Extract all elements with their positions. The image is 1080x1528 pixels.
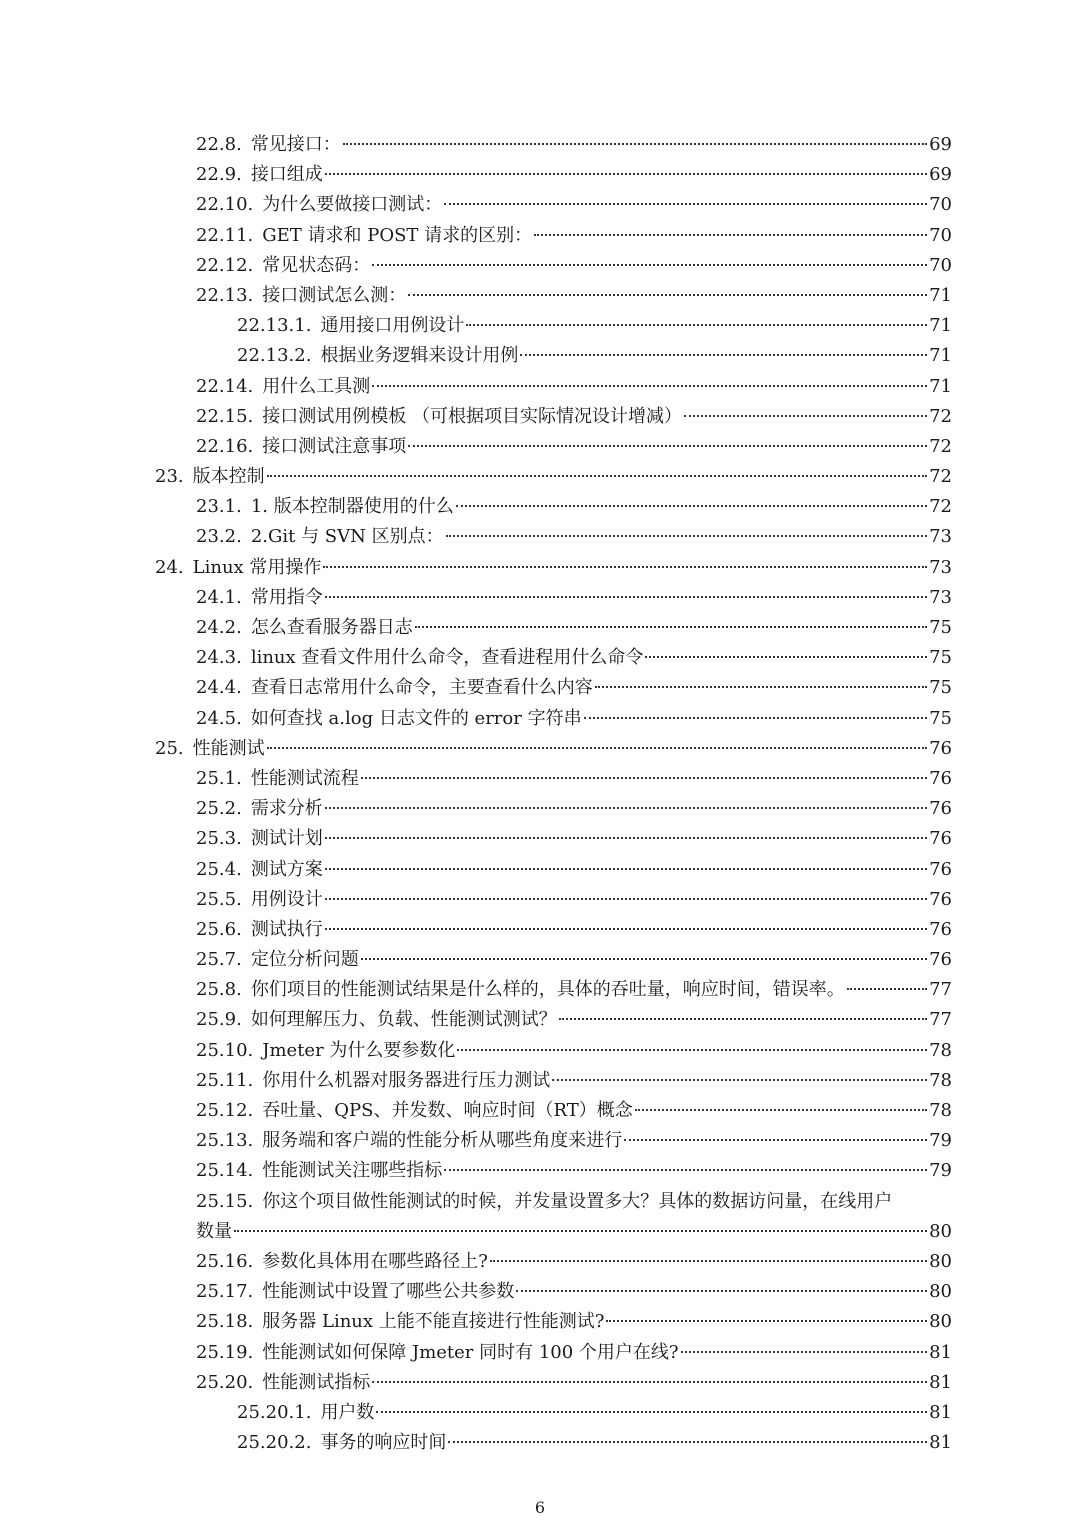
toc-entry-title: 用例设计 <box>250 888 323 910</box>
toc-entry-title: 常见接口： <box>250 134 341 155</box>
toc-entry-number: 22.13.2. <box>237 345 312 367</box>
toc-entry[interactable] <box>0 130 1080 160</box>
toc-entry[interactable] <box>0 1307 1080 1337</box>
toc-entry-title: 参数化具体用在哪些路径上? <box>262 1250 488 1272</box>
toc-entry-title: 服务器 Linux 上能不能直接进行性能测试? <box>262 1311 605 1333</box>
toc-entry-page: 76 <box>929 767 952 789</box>
toc-entry[interactable] <box>0 794 1080 824</box>
toc-entry-page: 71 <box>929 345 952 367</box>
toc-entry-page: 69 <box>929 164 952 186</box>
toc-entry-page: 72 <box>929 466 952 488</box>
toc-entry-page: 81 <box>929 1401 952 1423</box>
toc-entry-number: 25.12. <box>196 1100 254 1121</box>
toc-entry[interactable] <box>0 462 1080 492</box>
toc-entry-page: 76 <box>929 858 952 880</box>
toc-entry-page: 73 <box>929 556 952 578</box>
toc-entry-title: 性能测试如何保障 Jmeter 同时有 100 个用户在线? <box>262 1341 679 1363</box>
toc-entry[interactable] <box>0 734 1080 764</box>
toc-entry-page: 81 <box>929 1371 952 1393</box>
toc-entry[interactable] <box>0 372 1080 402</box>
toc-entry-number: 25.19. <box>196 1341 254 1363</box>
toc-entry-number: 22.11. <box>196 224 254 246</box>
toc-entry[interactable] <box>0 643 1080 673</box>
toc-entry-page: 79 <box>929 1130 952 1152</box>
toc-dot-leader <box>635 1109 927 1111</box>
toc-entry-number: 25. <box>155 737 184 759</box>
toc-entry-page: 80 <box>929 1250 952 1272</box>
toc-entry-number: 25.3. <box>196 828 242 850</box>
toc-entry-number: 22.13. <box>196 284 254 306</box>
toc-entry-title: 性能测试关注哪些指标 <box>262 1160 443 1182</box>
toc-entry-title: 性能测试中设置了哪些公共参数 <box>262 1281 515 1303</box>
toc-entry-title-continued: 数量 <box>196 1220 232 1242</box>
toc-entry[interactable] <box>0 945 1080 975</box>
toc-entry-title: 查看日志常用什么命令，主要查看什么内容 <box>250 677 593 699</box>
toc-dot-leader <box>456 505 927 507</box>
toc-dot-leader <box>372 264 927 266</box>
toc-entry[interactable] <box>0 492 1080 522</box>
toc-dot-leader <box>645 656 927 658</box>
toc-entry-page: 80 <box>929 1281 952 1303</box>
toc-entry-number: 25.2. <box>196 798 242 820</box>
toc-entry[interactable] <box>0 221 1080 251</box>
toc-dot-leader <box>325 807 927 809</box>
toc-entry-title: 版本控制 <box>192 466 265 488</box>
toc-entry-number: 25.13. <box>196 1130 254 1152</box>
toc-dot-leader <box>624 1139 927 1141</box>
toc-entry-title: 测试计划 <box>250 828 323 850</box>
toc-entry-title: 接口测试注意事项 <box>262 435 407 457</box>
toc-entry-page: 76 <box>929 737 952 759</box>
toc-entry[interactable] <box>0 553 1080 583</box>
toc-entry-page: 76 <box>929 798 952 820</box>
toc-entry-number: 23.2. <box>196 526 242 548</box>
toc-entry-page: 76 <box>929 949 952 971</box>
toc-entry-number: 22.16. <box>196 435 254 457</box>
toc-entry[interactable] <box>0 1338 1080 1368</box>
toc-dot-leader <box>267 747 927 749</box>
toc-entry-title: Jmeter 为什么要参数化 <box>262 1039 456 1061</box>
toc-entry-page: 71 <box>929 284 952 306</box>
toc-entry-title: 测试方案 <box>250 858 323 880</box>
toc-entry-number: 25.11. <box>196 1069 254 1091</box>
toc-entry-page: 77 <box>929 1009 952 1031</box>
toc-entry-page: 81 <box>929 1341 952 1363</box>
toc-entry[interactable] <box>0 160 1080 190</box>
toc-entry[interactable] <box>0 583 1080 613</box>
toc-entry-page: 72 <box>929 496 952 518</box>
toc-entry-title: 吞吐量、QPS、并发数、响应时间（RT）概念 <box>262 1100 633 1121</box>
toc-entry-number: 24.1. <box>196 586 242 608</box>
toc-entry[interactable] <box>0 1066 1080 1096</box>
toc-entry-page: 73 <box>929 526 952 548</box>
toc-entry-number: 25.17. <box>196 1281 254 1303</box>
toc-entry-title: 性能测试指标 <box>262 1371 371 1393</box>
toc-entry[interactable] <box>0 432 1080 462</box>
toc-dot-leader <box>372 385 927 387</box>
toc-dot-leader <box>847 988 927 990</box>
toc-entry-page: 76 <box>929 888 952 910</box>
toc-entry-title: linux 查看文件用什么命令，查看进程用什么命令 <box>250 647 644 669</box>
toc-entry-page: 76 <box>929 828 952 850</box>
toc-entry[interactable] <box>0 1398 1080 1428</box>
toc-entry-page: 77 <box>929 979 952 1001</box>
toc-entry-title: 你用什么机器对服务器进行压力测试 <box>262 1069 551 1091</box>
toc-entry-title: 如何理解压力、负载、性能测试测试？ <box>250 1009 557 1031</box>
toc-entry[interactable] <box>0 1247 1080 1277</box>
toc-entry-title: 定位分析问题 <box>250 949 359 971</box>
toc-entry-title: 根据业务逻辑来设计用例 <box>320 345 519 367</box>
toc-entry[interactable] <box>0 1187 1080 1217</box>
toc-entry-page: 75 <box>929 677 952 699</box>
toc-entry-title: 怎么查看服务器日志 <box>250 617 413 638</box>
toc-entry[interactable] <box>0 673 1080 703</box>
toc-dot-leader <box>444 1169 927 1171</box>
toc-entry[interactable] <box>0 1005 1080 1035</box>
toc-entry-page: 76 <box>929 918 952 940</box>
toc-entry-number: 24. <box>155 556 184 578</box>
toc-entry-number: 22.13.1. <box>237 315 312 337</box>
toc-entry-number: 25.20. <box>196 1371 254 1393</box>
toc-entry-number: 25.9. <box>196 1009 242 1031</box>
toc-entry[interactable] <box>0 613 1080 643</box>
toc-dot-leader <box>457 1049 927 1051</box>
toc-entry-number: 25.20.1. <box>237 1401 312 1423</box>
toc-entry[interactable] <box>0 402 1080 432</box>
toc-dot-leader <box>234 1230 927 1232</box>
toc-dot-leader <box>595 686 927 688</box>
toc-entry-number: 23.1. <box>196 496 242 518</box>
toc-dot-leader <box>325 173 927 175</box>
toc-entry-title: 你这个项目做性能测试的时候，并发量设置多大？具体的数据访问量，在线用户 <box>262 1190 893 1212</box>
toc-dot-leader <box>325 596 927 598</box>
toc-entry-page: 70 <box>929 194 952 216</box>
toc-dot-leader <box>323 566 927 568</box>
toc-entry-title: 1. 版本控制器使用的什么 <box>250 496 454 518</box>
toc-entry-number: 25.5. <box>196 888 242 910</box>
toc-entry-number: 25.15. <box>196 1190 254 1212</box>
toc-dot-leader <box>267 475 927 477</box>
toc-entry-number: 25.8. <box>196 979 242 1001</box>
toc-entry-title: 接口测试怎么测： <box>262 284 407 306</box>
toc-entry[interactable] <box>0 824 1080 854</box>
toc-entry-title: 接口测试用例模板 （可根据项目实际情况设计增减） <box>262 405 682 427</box>
toc-entry[interactable] <box>0 1036 1080 1066</box>
toc-entry-number: 25.1. <box>196 767 242 789</box>
toc-dot-leader <box>584 717 928 719</box>
toc-entry[interactable] <box>0 1428 1080 1458</box>
toc-dot-leader <box>372 1381 927 1383</box>
toc-entry[interactable] <box>0 1217 1080 1247</box>
toc-entry-page: 72 <box>929 435 952 457</box>
toc-entry-title: 用户数 <box>320 1401 375 1423</box>
toc-dot-leader <box>490 1260 927 1262</box>
toc-entry-title: 接口组成 <box>250 164 323 186</box>
toc-entry-number: 24.3. <box>196 647 242 669</box>
toc-entry-number: 25.6. <box>196 918 242 940</box>
toc-entry-title: 如何查找 a.log 日志文件的 error 字符串 <box>250 707 582 729</box>
toc-dot-leader <box>466 324 927 326</box>
toc-dot-leader <box>446 535 927 537</box>
toc-entry-page: 70 <box>929 224 952 246</box>
toc-dot-leader <box>684 415 927 417</box>
table-of-contents <box>0 130 1080 1458</box>
toc-entry-title: 用什么工具测 <box>262 375 371 397</box>
toc-entry-number: 24.5. <box>196 707 242 729</box>
toc-entry-title: 性能测试 <box>192 737 265 759</box>
toc-entry-page: 78 <box>929 1100 952 1121</box>
toc-entry[interactable] <box>0 1096 1080 1126</box>
toc-dot-leader <box>361 777 927 779</box>
toc-dot-leader <box>361 958 927 960</box>
toc-entry-title: 通用接口用例设计 <box>320 315 465 337</box>
toc-dot-leader <box>343 143 927 145</box>
toc-entry[interactable] <box>0 1156 1080 1186</box>
toc-entry-number: 25.16. <box>196 1250 254 1272</box>
toc-dot-leader <box>325 837 927 839</box>
toc-entry-number: 22.14. <box>196 375 254 397</box>
toc-entry[interactable] <box>0 704 1080 734</box>
toc-entry-page: 79 <box>929 1160 952 1182</box>
toc-entry-page: 72 <box>929 405 952 427</box>
toc-entry-page: 78 <box>929 1039 952 1061</box>
toc-dot-leader <box>606 1320 927 1322</box>
toc-dot-leader <box>552 1079 927 1081</box>
toc-entry-number: 24.4. <box>196 677 242 699</box>
toc-entry-title: 常用指令 <box>250 586 323 608</box>
toc-dot-leader <box>534 234 927 236</box>
toc-entry-number: 22.12. <box>196 254 254 276</box>
toc-dot-leader <box>408 445 927 447</box>
toc-dot-leader <box>516 1290 927 1292</box>
toc-entry-page: 75 <box>929 617 952 638</box>
toc-entry[interactable] <box>0 1368 1080 1398</box>
toc-entry-title: 服务端和客户端的性能分析从哪些角度来进行 <box>262 1130 623 1152</box>
toc-entry[interactable] <box>0 190 1080 220</box>
toc-dot-leader <box>520 354 927 356</box>
toc-entry[interactable] <box>0 885 1080 915</box>
toc-entry-number: 25.7. <box>196 949 242 971</box>
toc-entry-page: 78 <box>929 1069 952 1091</box>
toc-dot-leader <box>415 626 927 628</box>
toc-entry-number: 22.10. <box>196 194 254 216</box>
toc-entry-number: 25.4. <box>196 858 242 880</box>
toc-entry-title: 性能测试流程 <box>250 767 359 789</box>
page-number: 6 <box>534 1498 546 1517</box>
toc-entry-number: 23. <box>155 466 184 488</box>
toc-entry[interactable] <box>0 522 1080 552</box>
toc-dot-leader <box>448 1441 927 1443</box>
toc-entry[interactable] <box>0 855 1080 885</box>
toc-entry-page: 75 <box>929 707 952 729</box>
toc-entry[interactable] <box>0 281 1080 311</box>
toc-entry-page: 73 <box>929 586 952 608</box>
toc-entry-page: 70 <box>929 254 952 276</box>
toc-dot-leader <box>681 1351 928 1353</box>
toc-entry-number: 25.10. <box>196 1039 254 1061</box>
toc-entry-page: 71 <box>929 375 952 397</box>
toc-dot-leader <box>376 1411 927 1413</box>
toc-entry-title: 常见状态码： <box>262 254 371 276</box>
toc-entry-title: Linux 常用操作 <box>192 556 322 578</box>
toc-entry-title: 为什么要做接口测试： <box>262 194 443 216</box>
toc-entry-page: 80 <box>929 1220 952 1242</box>
toc-entry-page: 69 <box>929 134 952 155</box>
toc-entry[interactable] <box>0 915 1080 945</box>
toc-entry-number: 22.15. <box>196 405 254 427</box>
toc-dot-leader <box>325 868 927 870</box>
toc-entry[interactable] <box>0 1277 1080 1307</box>
toc-entry-page: 75 <box>929 647 952 669</box>
toc-dot-leader <box>559 1018 927 1020</box>
toc-entry-page: 81 <box>929 1432 952 1454</box>
toc-dot-leader <box>325 928 927 930</box>
toc-entry-number: 22.8. <box>196 134 242 155</box>
toc-entry-number: 25.20.2. <box>237 1432 312 1454</box>
toc-entry-title: GET 请求和 POST 请求的区别： <box>262 224 533 246</box>
toc-entry[interactable] <box>0 311 1080 341</box>
toc-entry-number: 25.14. <box>196 1160 254 1182</box>
toc-dot-leader <box>325 898 927 900</box>
toc-entry-title: 2.Git 与 SVN 区别点： <box>250 526 444 548</box>
toc-entry-title: 你们项目的性能测试结果是什么样的，具体的吞吐量，响应时间，错误率。 <box>250 979 845 1001</box>
toc-entry-number: 24.2. <box>196 617 242 638</box>
toc-entry-page: 71 <box>929 315 952 337</box>
toc-entry[interactable] <box>0 1126 1080 1156</box>
toc-entry[interactable] <box>0 764 1080 794</box>
toc-entry-title: 事务的响应时间 <box>320 1432 447 1454</box>
toc-entry-title: 测试执行 <box>250 918 323 940</box>
toc-entry-number: 25.18. <box>196 1311 254 1333</box>
toc-entry[interactable] <box>0 251 1080 281</box>
toc-entry-number: 22.9. <box>196 164 242 186</box>
toc-dot-leader <box>444 203 927 205</box>
toc-dot-leader <box>408 294 927 296</box>
toc-entry-title: 需求分析 <box>250 798 323 820</box>
toc-entry[interactable] <box>0 341 1080 371</box>
toc-entry-page: 80 <box>929 1311 952 1333</box>
toc-entry[interactable] <box>0 975 1080 1005</box>
